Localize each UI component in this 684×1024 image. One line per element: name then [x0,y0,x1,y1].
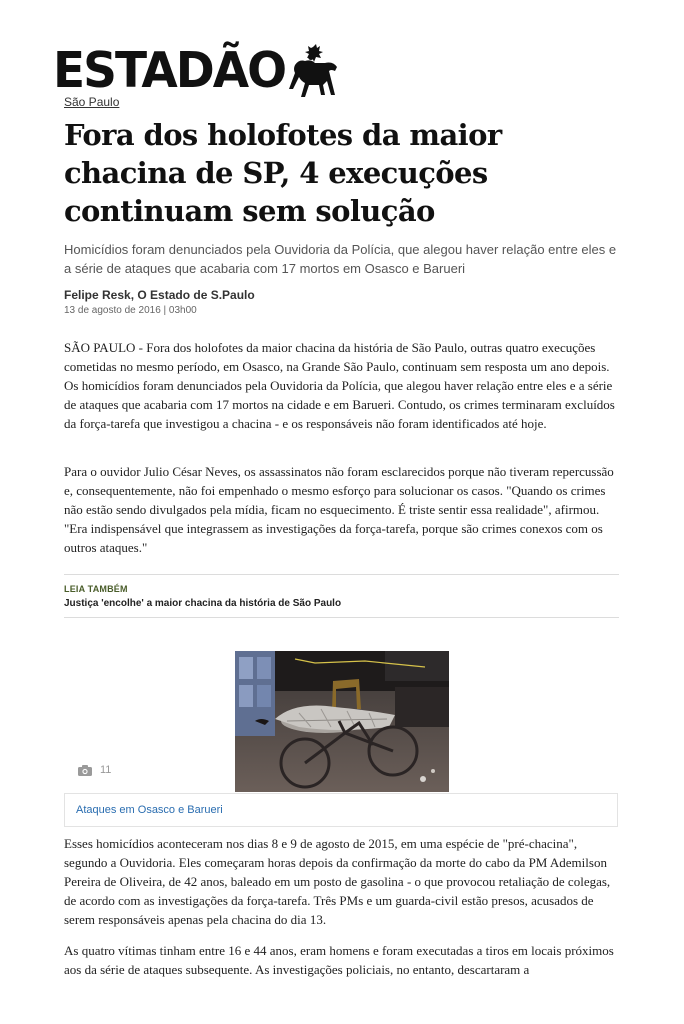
gallery-count[interactable] [78,764,111,776]
gallery-link[interactable]: Ataques em Osasco e Barueri [76,804,223,816]
related-label: LEIA TAMBÉM [64,584,128,594]
logo-wordmark: ESTADÃO [53,41,286,99]
article-paragraph: SÃO PAULO - Fora dos holofotes da maior chacina da história de São Paulo, outras quatro execuções cometidas no mesmo período, em Osasco, na Grande São Paulo, continuam sem resposta um ano depois. Os homicídios foram denunciados pela Ouvidoria da Polícia, que alegou haver relação entre eles e a série de ataques que acabaria com 17 mortos na cidade e em Barueri. Contudo, os crimes terminaram excluídos da força-tarefa que investigou a chacina - e os responsáveis não foram identificados até hoje. [64,340,615,431]
article-subtitle: Homicídios foram denunciados pela Ouvidoria da Polícia, que alegou haver relação entre eles e a série de ataques que acabaria com 17 mortos em Osasco e Barueri [64,242,617,276]
article-paragraph: Esses homicídios aconteceram nos dias 8 e 9 de agosto de 2015, em uma espécie de "pré-chacina", segundo a Ouvidoria. Eles começaram horas depois da confirmação da morte do cabo da PM Ademilson Pereira de Oliveira, de 42 anos, baleado em um posto de gasolina - o que provocou retaliação de colegas, de acordo com as investigações da força-tarefa. Três PMs e um guarda-civil estão presos, acusados de serem responsáveis apenas pela chacina do dia 13. [64,836,611,927]
horseman-icon [289,43,341,97]
estadao-logo[interactable] [53,42,341,98]
article-author[interactable]: Felipe Resk, O Estado de S.Paulo [64,288,255,302]
article-title: Fora dos holofotes da maior chacina de SP, 4 execuções continuam sem solução [64,118,502,228]
gallery-photo[interactable] [235,651,449,792]
article-paragraph: As quatro vítimas tinham entre 16 e 44 anos, eram homens e foram executadas a tiros em locais próximos aos da série de ataques subsequente. As investigações policiais, no entanto, descartaram a [64,943,614,977]
divider [64,574,619,575]
gallery-count-value: 11 [100,764,112,776]
camera-icon [78,765,92,776]
gallery-caption-box [64,793,618,827]
related-article-link[interactable]: Justiça 'encolhe' a maior chacina da história de São Paulo [64,598,342,609]
crime-scene-photo [235,651,449,792]
divider [64,617,619,618]
section-link[interactable]: São Paulo [64,95,120,109]
article-date: 13 de agosto de 2016 | 03h00 [64,305,197,316]
article-paragraph: Para o ouvidor Julio César Neves, os assassinatos não foram esclarecidos porque não tiveram repercussão e, consequentemente, não foi empenhado o mesmo esforço para solucionar os casos. "Quando os crimes não estão sendo divulgados pela mídia, ficam no esquecimento. É triste sentir essa realidade", afirmou. "Era indispensável que integrassem as investigações da força-tarefa, porque são crimes conexos com os outros ataques." [64,464,614,555]
